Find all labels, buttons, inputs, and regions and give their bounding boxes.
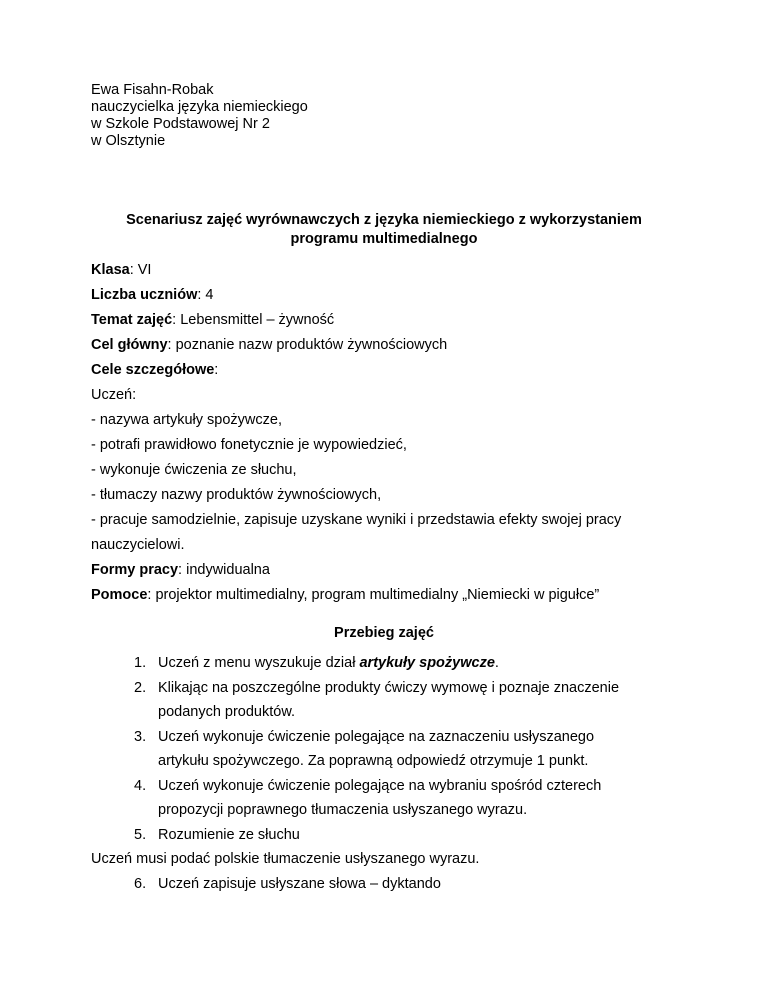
field-formy-value: : indywidualna bbox=[178, 562, 270, 578]
step-note: Uczeń musi podać polskie tłumaczenie usłyszanego wyrazu. bbox=[91, 851, 480, 867]
field-formy bbox=[91, 558, 691, 583]
field-cele-label: Cele szczegółowe bbox=[91, 362, 215, 378]
step-text-post: . bbox=[494, 655, 499, 671]
title-line-1: Scenariusz zajęć wyrównawczych z języka niemieckiego z wykorzystaniem bbox=[126, 212, 642, 228]
step-item bbox=[91, 676, 691, 725]
document-title bbox=[91, 211, 677, 249]
step-item bbox=[91, 823, 691, 848]
field-cele bbox=[91, 358, 691, 383]
step-text-line: Klikając na poszczególne produkty ćwiczy wymowę i poznaje znaczenie bbox=[158, 679, 620, 696]
step-number: 2. bbox=[134, 679, 147, 696]
field-cel bbox=[91, 333, 691, 358]
step-text-line: Uczeń zapisuje usłyszane słowa – dyktando bbox=[158, 875, 441, 892]
field-formy-label: Formy pracy bbox=[91, 562, 179, 578]
step-number: 4. bbox=[134, 777, 147, 794]
step-text-line: podanych produktów. bbox=[158, 704, 296, 720]
field-pomoce bbox=[91, 583, 691, 608]
field-liczba bbox=[91, 283, 691, 308]
steps-list bbox=[91, 651, 691, 896]
step-emphasis: artykuły spożywcze bbox=[359, 655, 495, 671]
field-liczba-value: : 4 bbox=[197, 287, 214, 303]
field-klasa-value: : VI bbox=[129, 262, 152, 278]
field-pomoce-label: Pomoce bbox=[91, 587, 148, 603]
lesson-fields bbox=[91, 258, 691, 608]
field-cel-value: : poznanie nazw produktów żywnościowych bbox=[167, 337, 448, 353]
step-text-pre: Uczeń z menu wyszukuje dział bbox=[158, 655, 360, 671]
step-text-line: artykułu spożywczego. Za poprawną odpowiedź otrzymuje 1 punkt. bbox=[158, 753, 589, 769]
step-text-line: propozycji poprawnego tłumaczenia usłyszanego wyrazu. bbox=[158, 802, 528, 818]
step-text bbox=[158, 651, 691, 676]
field-klasa-label: Klasa bbox=[91, 262, 130, 278]
field-temat-label: Temat zajęć bbox=[91, 312, 173, 328]
field-klasa bbox=[91, 258, 691, 283]
goal-item: - pracuje samodzielnie, zapisuje uzyskane wyniki i przedstawia efekty swojej pracy bbox=[91, 512, 622, 528]
author-school: w Szkole Podstawowej Nr 2 bbox=[91, 116, 270, 132]
step-text-line: Rozumienie ze słuchu bbox=[158, 826, 300, 843]
step-item bbox=[91, 651, 691, 676]
step-text-line: Uczeń wykonuje ćwiczenie polegające na wybraniu spośród czterech bbox=[158, 777, 602, 794]
step-number: 5. bbox=[134, 826, 147, 843]
title-line-2: programu multimedialnego bbox=[290, 231, 478, 247]
field-cel-label: Cel główny bbox=[91, 337, 168, 353]
step-number: 3. bbox=[134, 728, 147, 745]
field-cele-value: : bbox=[214, 362, 219, 378]
field-temat bbox=[91, 308, 691, 333]
goal-item: - potrafi prawidłowo fonetycznie je wypowiedzieć, bbox=[91, 437, 407, 453]
goal-item: - nazywa artykuły spożywcze, bbox=[91, 412, 282, 428]
step-item bbox=[91, 725, 691, 774]
field-temat-value: : Lebensmittel – żywność bbox=[172, 312, 335, 328]
author-name: Ewa Fisahn-Robak bbox=[91, 82, 214, 98]
goal-item: - wykonuje ćwiczenia ze słuchu, bbox=[91, 462, 297, 478]
step-number: 1. bbox=[134, 655, 147, 671]
author-block bbox=[91, 82, 308, 150]
field-liczba-label: Liczba uczniów bbox=[91, 287, 198, 303]
goal-item-continued: nauczycielowi. bbox=[91, 537, 185, 553]
goal-item: - tłumaczy nazwy produktów żywnościowych, bbox=[91, 487, 382, 503]
section-title: Przebieg zajęć bbox=[334, 625, 434, 641]
step-text-line: Uczeń wykonuje ćwiczenie polegające na zaznaczeniu usłyszanego bbox=[158, 728, 595, 745]
step-item bbox=[91, 872, 691, 897]
step-number: 6. bbox=[134, 875, 147, 892]
author-role: nauczycielka języka niemieckiego bbox=[91, 99, 308, 115]
uczen-label: Uczeń: bbox=[91, 387, 137, 403]
step-item bbox=[91, 774, 691, 823]
author-city: w Olsztynie bbox=[91, 133, 166, 149]
field-pomoce-value: : projektor multimedialny, program multimedialny „Niemiecki w pigułce” bbox=[147, 587, 600, 603]
